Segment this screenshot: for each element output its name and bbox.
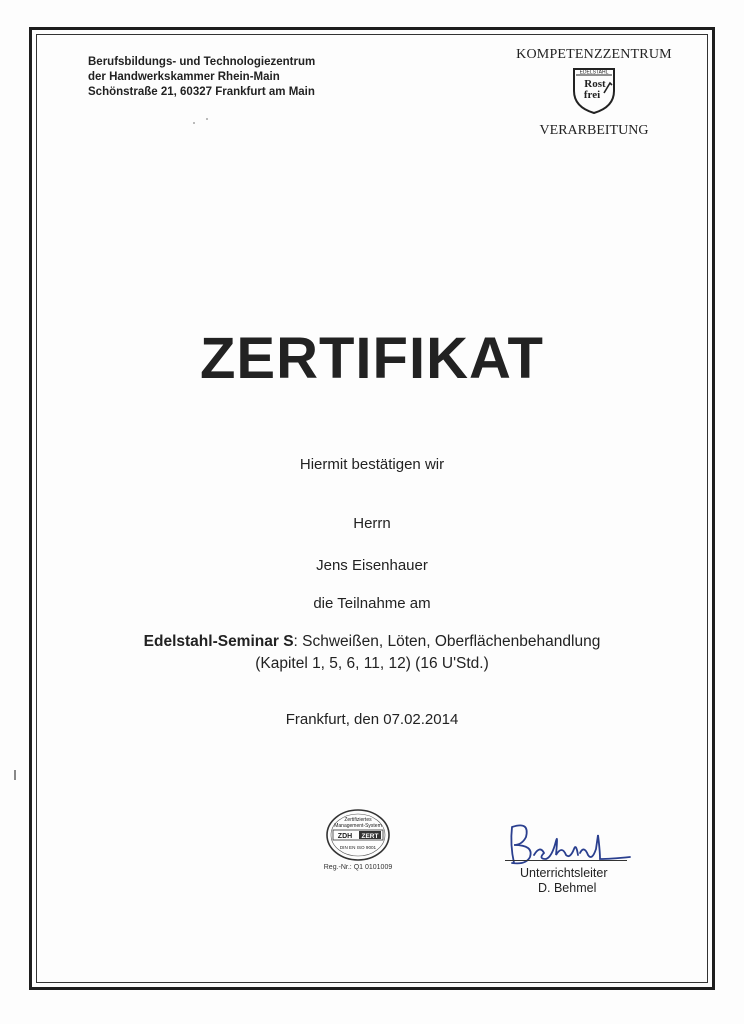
confirmation-text: Hiermit bestätigen wir bbox=[299, 456, 445, 473]
seminar-topics: : Schweißen, Löten, Oberflächenbehandlung bbox=[293, 633, 601, 650]
scan-speck bbox=[206, 118, 208, 120]
seminar-chapters: (Kapitel 1, 5, 6, 11, 12) (16 U'Std.) bbox=[255, 655, 489, 672]
seal-bottom-text: DIN EN ISO 9001 bbox=[339, 845, 377, 850]
issuer-address bbox=[88, 55, 315, 100]
issuer-line-1: Berufsbildungs- und Technologiezentrum bbox=[88, 56, 316, 68]
scan-speck bbox=[193, 122, 195, 124]
logo-mark-text-1: Rost bbox=[584, 78, 606, 90]
participation-text: die Teilnahme am bbox=[313, 595, 431, 612]
signature-line bbox=[505, 860, 627, 861]
rostfrei-emblem-icon bbox=[568, 65, 620, 115]
place-and-date: Frankfurt, den 07.02.2014 bbox=[285, 711, 459, 728]
salutation: Herrn bbox=[353, 515, 391, 532]
signer-name: D. Behmel bbox=[538, 881, 597, 895]
issuer-line-3: Schönstraße 21, 60327 Frankfurt am Main bbox=[88, 86, 315, 98]
logo-mark-text-2: frei bbox=[583, 89, 601, 101]
zdh-zert-seal-icon bbox=[325, 808, 391, 862]
certificate-title: ZERTIFIKAT bbox=[200, 326, 544, 391]
logo-bottom-text: VERARBEITUNG bbox=[539, 123, 649, 138]
issuer-line-2: der Handwerkskammer Rhein-Main bbox=[88, 71, 280, 83]
registration-number: Reg.-Nr.: Q1 0101009 bbox=[323, 864, 393, 871]
competence-center-logo bbox=[512, 47, 676, 139]
seminar-title bbox=[0, 633, 744, 651]
scan-speck bbox=[14, 770, 16, 780]
participant-name: Jens Eisenhauer bbox=[316, 557, 428, 574]
seal-top-text-2: Management-System bbox=[334, 823, 382, 829]
signer-title: Unterrichtsleiter bbox=[520, 866, 608, 880]
seal-top-text-1: Zertifiziertes bbox=[344, 817, 372, 823]
seminar-name: Edelstahl-Seminar S bbox=[143, 633, 294, 650]
logo-top-text: KOMPETENZZENTRUM bbox=[516, 47, 672, 62]
seal-left-text: ZDH bbox=[337, 833, 353, 840]
iso-certification-seal bbox=[318, 808, 398, 871]
logo-mark-small-text: EDELSTAHL bbox=[579, 69, 609, 76]
seal-right-text: ZERT bbox=[361, 833, 379, 840]
